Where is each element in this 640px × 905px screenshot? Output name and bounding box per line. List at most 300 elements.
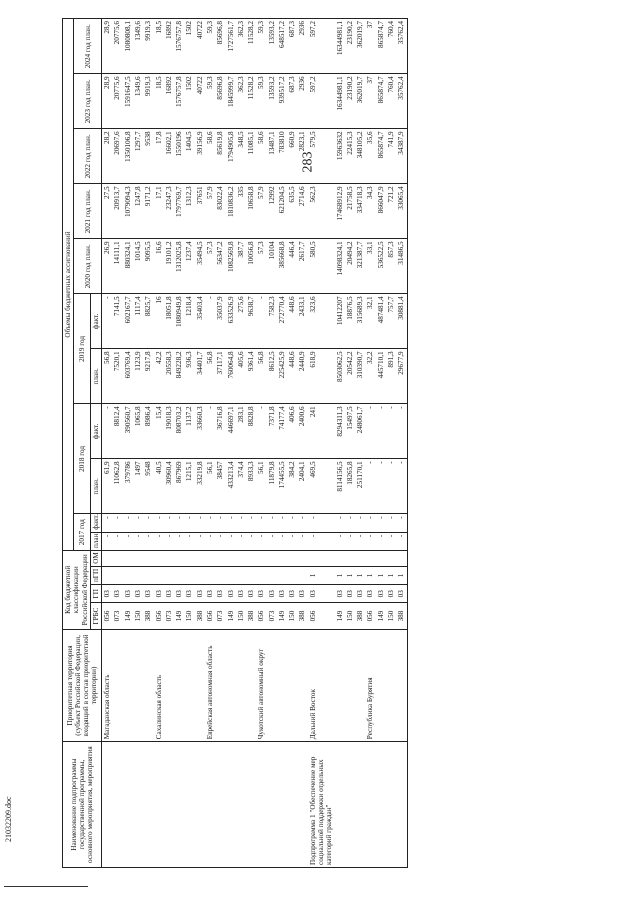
table-row <box>123 19 133 868</box>
cell-y20: 56347,2 <box>215 239 225 294</box>
cell-f18: 241 <box>308 404 335 459</box>
cell-f18: 7371,8 <box>267 404 277 459</box>
cell-territory <box>335 629 345 742</box>
cell-program <box>335 742 345 868</box>
table-row <box>256 19 266 868</box>
header-volumes: Объемы бюджетных ассигнований <box>63 19 74 551</box>
cell-gp: 03 <box>246 585 256 603</box>
cell-territory <box>215 629 225 742</box>
cell-program <box>376 742 386 868</box>
cell-y22: 22415,3 <box>345 129 355 184</box>
cell-gp: 03 <box>287 585 297 603</box>
cell-p19: 56,8 <box>256 349 266 404</box>
cell-program <box>277 742 287 868</box>
cell-grbs: 388 <box>297 603 307 629</box>
table-row <box>195 19 205 868</box>
cell-pgp <box>256 566 266 584</box>
cell-f19: 1080949,8 <box>174 294 184 349</box>
cell-pgp <box>246 566 256 584</box>
cell-y23: 16344981,1 <box>335 74 345 129</box>
cell-om <box>396 551 407 567</box>
cell-f19: 633526,9 <box>226 294 236 349</box>
cell-pgp <box>215 566 225 584</box>
cell-y21: 721,2 <box>386 184 396 239</box>
cell-om <box>184 551 194 567</box>
cell-p17: - <box>365 532 375 550</box>
cell-f17: - <box>345 514 355 532</box>
cell-om <box>164 551 174 567</box>
cell-program <box>256 742 266 868</box>
table-row <box>143 19 153 868</box>
cell-p17: - <box>174 532 184 550</box>
cell-p18: 38457 <box>215 459 225 514</box>
cell-p17: - <box>376 532 386 550</box>
cell-y22: 865874,7 <box>376 129 386 184</box>
cell-p17: - <box>226 532 236 550</box>
cell-p19: 2440,9 <box>297 349 307 404</box>
cell-p17: - <box>236 532 246 550</box>
cell-y21: 2714,6 <box>297 184 307 239</box>
table-row <box>112 19 122 868</box>
cell-grbs: 149 <box>123 603 133 629</box>
header-2018: 2018 год <box>74 404 91 514</box>
cell-program <box>215 742 225 868</box>
cell-y21: 9171,2 <box>143 184 153 239</box>
cell-y21: 20913,7 <box>112 184 122 239</box>
cell-f18: 2400,6 <box>297 404 307 459</box>
cell-gp: 03 <box>174 585 184 603</box>
header-2018-fact: факт. <box>90 404 101 459</box>
cell-territory <box>376 629 386 742</box>
cell-grbs: 388 <box>355 603 365 629</box>
cell-y23: 85696,8 <box>215 74 225 129</box>
cell-y24: 865874,7 <box>376 19 386 74</box>
cell-f17: - <box>256 514 266 532</box>
cell-p19: 29677,9 <box>396 349 407 404</box>
cell-p17: - <box>267 532 277 550</box>
cell-y20: 57,3 <box>205 239 215 294</box>
cell-f18: 33660,3 <box>195 404 205 459</box>
cell-y20: 10056,8 <box>246 239 256 294</box>
cell-p19: 56,8 <box>205 349 215 404</box>
cell-y20: 2617,7 <box>297 239 307 294</box>
cell-gp: 03 <box>154 585 164 603</box>
cell-y24: 18,5 <box>154 19 164 74</box>
cell-pgp <box>143 566 153 584</box>
cell-f17: - <box>174 514 184 532</box>
cell-y23: 1591647,5 <box>123 74 133 129</box>
cell-grbs: 149 <box>376 603 386 629</box>
cell-f19: 1218,4 <box>184 294 194 349</box>
cell-y21: 10658,8 <box>246 184 256 239</box>
cell-f19: 315689,3 <box>355 294 365 349</box>
cell-y20: 33,1 <box>365 239 375 294</box>
cell-om <box>267 551 277 567</box>
cell-grbs: 056 <box>308 603 335 629</box>
cell-y23: 13593,2 <box>267 74 277 129</box>
cell-p18: - <box>376 459 386 514</box>
cell-gp: 03 <box>143 585 153 603</box>
cell-om <box>195 551 205 567</box>
cell-grbs: 150 <box>287 603 297 629</box>
cell-p17: - <box>256 532 266 550</box>
cell-pgp: 1 <box>308 566 335 584</box>
cell-f19: 18051,8 <box>164 294 174 349</box>
cell-territory <box>297 629 307 742</box>
cell-gp: 03 <box>195 585 205 603</box>
table-row <box>308 19 335 868</box>
cell-f18: 283,1 <box>236 404 246 459</box>
table-row <box>376 19 386 868</box>
cell-gp: 03 <box>376 585 386 603</box>
cell-y23: 35762,4 <box>396 74 407 129</box>
cell-grbs: 056 <box>205 603 215 629</box>
cell-f19: - <box>205 294 215 349</box>
cell-y24: 9919,3 <box>143 19 153 74</box>
cell-f18: 808703,2 <box>174 404 184 459</box>
budget-table <box>62 18 408 868</box>
cell-f18: 406,6 <box>287 404 297 459</box>
cell-f19: 448,6 <box>287 294 297 349</box>
table-row <box>226 19 236 868</box>
cell-f18: 74177,4 <box>277 404 287 459</box>
cell-gp: 03 <box>123 585 133 603</box>
cell-f19: 323,6 <box>308 294 335 349</box>
cell-territory <box>226 629 236 742</box>
cell-p19: 8503062,5 <box>335 349 345 404</box>
cell-p17: - <box>396 532 407 550</box>
cell-pgp <box>267 566 277 584</box>
cell-program <box>246 742 256 868</box>
cell-p18: 374,4 <box>236 459 246 514</box>
cell-p17: - <box>277 532 287 550</box>
cell-territory <box>355 629 365 742</box>
cell-y21: 1810836,2 <box>226 184 236 239</box>
header-2017-plan: план. <box>90 532 101 550</box>
cell-y21: 335 <box>236 184 246 239</box>
cell-grbs: 150 <box>184 603 194 629</box>
cell-y24: 20775,6 <box>112 19 122 74</box>
cell-f18: - <box>376 404 386 459</box>
cell-om <box>335 551 345 567</box>
cell-pgp: 1 <box>386 566 396 584</box>
cell-pgp <box>205 566 215 584</box>
cell-p17: - <box>215 532 225 550</box>
cell-f18: 446697,1 <box>226 404 236 459</box>
cell-p18: 379786 <box>123 459 133 514</box>
cell-grbs: 056 <box>256 603 266 629</box>
table-row <box>267 19 277 868</box>
cell-y20: 9095,5 <box>143 239 153 294</box>
cell-y21: 562,3 <box>308 184 335 239</box>
cell-p18: 61,9 <box>102 459 113 514</box>
cell-p19: 310390,7 <box>355 349 365 404</box>
header-2023: 2023 год план. <box>74 74 102 129</box>
cell-p19: 9361,4 <box>246 349 256 404</box>
cell-f18: - <box>205 404 215 459</box>
cell-territory <box>287 629 297 742</box>
cell-y23: 11528,2 <box>246 74 256 129</box>
cell-y20: 16,6 <box>154 239 164 294</box>
cell-territory <box>195 629 205 742</box>
cell-gp: 03 <box>308 585 335 603</box>
cell-p19: 618,9 <box>308 349 335 404</box>
cell-y24: 1502 <box>184 19 194 74</box>
cell-y22: 660,9 <box>287 129 297 184</box>
cell-pgp <box>174 566 184 584</box>
cell-y21: 12992 <box>267 184 277 239</box>
cell-gp: 03 <box>184 585 194 603</box>
cell-y22: 1350106,8 <box>123 129 133 184</box>
cell-pgp <box>184 566 194 584</box>
cell-y24: 687,3 <box>287 19 297 74</box>
cell-program <box>297 742 307 868</box>
cell-f17: - <box>236 514 246 532</box>
cell-y23: 59,3 <box>256 74 266 129</box>
cell-f19: 1117,4 <box>133 294 143 349</box>
cell-f19: 8825,7 <box>143 294 153 349</box>
cell-territory <box>174 629 184 742</box>
cell-program <box>345 742 355 868</box>
cell-om <box>365 551 375 567</box>
cell-y24: 59,3 <box>256 19 266 74</box>
cell-y23: 28,9 <box>102 74 113 129</box>
footer-rule <box>4 886 88 887</box>
table-row <box>335 19 345 868</box>
cell-p17: - <box>123 532 133 550</box>
cell-pgp: 1 <box>396 566 407 584</box>
cell-y20: 385668,8 <box>277 239 287 294</box>
table-row <box>164 19 174 868</box>
cell-y20: 10104 <box>267 239 277 294</box>
table-body <box>102 19 407 868</box>
cell-pgp: 1 <box>365 566 375 584</box>
cell-grbs: 073 <box>215 603 225 629</box>
cell-f17: - <box>143 514 153 532</box>
cell-om <box>386 551 396 567</box>
cell-pgp: 1 <box>376 566 386 584</box>
cell-f17: - <box>365 514 375 532</box>
cell-grbs: 149 <box>335 603 345 629</box>
cell-f19: 7141,5 <box>112 294 122 349</box>
cell-y20: 580,5 <box>308 239 335 294</box>
cell-p17: - <box>386 532 396 550</box>
cell-y21: 1247,8 <box>133 184 143 239</box>
cell-gp: 03 <box>396 585 407 603</box>
cell-y21: 27,5 <box>102 184 113 239</box>
cell-y22: 1404,5 <box>184 129 194 184</box>
cell-y21: 1312,3 <box>184 184 194 239</box>
cell-y22: 58,6 <box>256 129 266 184</box>
cell-y22: 348105,2 <box>355 129 365 184</box>
cell-y22: 1794905,8 <box>226 129 236 184</box>
cell-y24: 11528,2 <box>246 19 256 74</box>
cell-om <box>112 551 122 567</box>
cell-f18: 15,4 <box>154 404 164 459</box>
cell-y22: 13487,1 <box>267 129 277 184</box>
header-budget-code: Код бюджетной классификации Российской Федерации <box>63 551 91 630</box>
cell-grbs: 388 <box>143 603 153 629</box>
header-om: ОМ <box>90 551 101 567</box>
cell-om <box>287 551 297 567</box>
cell-gp: 03 <box>164 585 174 603</box>
cell-p19: 34401,7 <box>195 349 205 404</box>
cell-f19: 275,6 <box>236 294 246 349</box>
cell-p17: - <box>308 532 335 550</box>
cell-y24: 1080808,1 <box>123 19 133 74</box>
table-header <box>63 19 102 868</box>
cell-f17: - <box>102 514 113 532</box>
table-row <box>297 19 307 868</box>
cell-f18: - <box>386 404 396 459</box>
table-row <box>102 19 113 868</box>
cell-y24: 1576757,8 <box>174 19 184 74</box>
header-2017: 2017 год <box>74 514 91 551</box>
cell-grbs: 056 <box>154 603 164 629</box>
cell-program: Подпрограмма 1 "Обеспечение мер социальной поддержки отдельных категорий граждан" <box>308 742 335 868</box>
cell-y21: 17,1 <box>154 184 164 239</box>
cell-p18: 469,5 <box>308 459 335 514</box>
cell-p17: - <box>287 532 297 550</box>
table-row <box>174 19 184 868</box>
cell-grbs: 073 <box>267 603 277 629</box>
cell-y20: 35494,5 <box>195 239 205 294</box>
cell-f18: 36716,8 <box>215 404 225 459</box>
cell-p18: 56,1 <box>205 459 215 514</box>
cell-program <box>396 742 407 868</box>
cell-y22: 1550196 <box>174 129 184 184</box>
cell-p19: 42,2 <box>154 349 164 404</box>
cell-y23: 18,5 <box>154 74 164 129</box>
cell-y21: 1797769,7 <box>174 184 184 239</box>
cell-program <box>355 742 365 868</box>
cell-grbs: 150 <box>133 603 143 629</box>
cell-program <box>195 742 205 868</box>
cell-y21: 83022,4 <box>215 184 225 239</box>
cell-gp: 03 <box>112 585 122 603</box>
cell-territory <box>164 629 174 742</box>
cell-f19: - <box>256 294 266 349</box>
cell-p19: 20542,2 <box>345 349 355 404</box>
cell-p17: - <box>195 532 205 550</box>
cell-pgp <box>226 566 236 584</box>
cell-gp: 03 <box>335 585 345 603</box>
cell-pgp <box>133 566 143 584</box>
cell-gp: 03 <box>345 585 355 603</box>
cell-p17: - <box>345 532 355 550</box>
cell-grbs: 073 <box>112 603 122 629</box>
cell-om <box>345 551 355 567</box>
cell-pgp: 1 <box>345 566 355 584</box>
cell-p18: 8933,3 <box>246 459 256 514</box>
cell-y22: 17,8 <box>154 129 164 184</box>
cell-p18: 30960,4 <box>164 459 174 514</box>
cell-p17: - <box>246 532 256 550</box>
cell-f17: - <box>287 514 297 532</box>
cell-y24: 35762,4 <box>396 19 407 74</box>
cell-y24: 85696,8 <box>215 19 225 74</box>
cell-y21: 1079094,3 <box>123 184 133 239</box>
cell-y24: 16892 <box>164 19 174 74</box>
table-row <box>246 19 256 868</box>
cell-f17: - <box>215 514 225 532</box>
cell-territory <box>396 629 407 742</box>
cell-om <box>133 551 143 567</box>
cell-p18: 867969 <box>174 459 184 514</box>
cell-y22: 34387,9 <box>396 129 407 184</box>
cell-y22: 579,5 <box>308 129 335 184</box>
cell-y22: 58,6 <box>205 129 215 184</box>
cell-y24: 760,4 <box>386 19 396 74</box>
cell-y23: 1845999,7 <box>226 74 236 129</box>
cell-p17: - <box>297 532 307 550</box>
cell-y20: 20494,2 <box>345 239 355 294</box>
cell-y20: 1014,5 <box>133 239 143 294</box>
header-2019-plan: план. <box>90 349 101 404</box>
cell-p19: 603769,4 <box>123 349 133 404</box>
cell-p18: 251170,1 <box>355 459 365 514</box>
cell-program <box>164 742 174 868</box>
cell-program <box>205 742 215 868</box>
cell-program <box>154 742 164 868</box>
cell-y23: 865874,7 <box>376 74 386 129</box>
cell-program <box>365 742 375 868</box>
cell-f19: 16 <box>154 294 164 349</box>
cell-y23: 687,3 <box>287 74 297 129</box>
cell-om <box>376 551 386 567</box>
cell-program <box>386 742 396 868</box>
cell-f19: 35403,4 <box>195 294 205 349</box>
cell-p18: 40,5 <box>154 459 164 514</box>
table-row <box>355 19 365 868</box>
cell-pgp: 1 <box>335 566 345 584</box>
cell-gp: 03 <box>386 585 396 603</box>
cell-y23: 1576757,8 <box>174 74 184 129</box>
cell-y21: 23247,3 <box>164 184 174 239</box>
cell-f17: - <box>355 514 365 532</box>
cell-territory <box>246 629 256 742</box>
cell-territory <box>112 629 122 742</box>
cell-y23: 597,2 <box>308 74 335 129</box>
cell-grbs: 150 <box>236 603 246 629</box>
cell-y22: 85619,8 <box>215 129 225 184</box>
cell-f19: 487481,4 <box>376 294 386 349</box>
cell-y20: 14111,1 <box>112 239 122 294</box>
cell-p18: - <box>365 459 375 514</box>
cell-f17: - <box>297 514 307 532</box>
cell-y22: 783810 <box>277 129 287 184</box>
cell-p17: - <box>133 532 143 550</box>
table-row <box>184 19 194 868</box>
cell-om <box>308 551 335 567</box>
header-gp: ГП <box>90 585 101 603</box>
cell-f19: 35037,9 <box>215 294 225 349</box>
cell-y24: 28,9 <box>102 19 113 74</box>
cell-p19: 7520,1 <box>112 349 122 404</box>
cell-grbs: 150 <box>345 603 355 629</box>
cell-f17: - <box>396 514 407 532</box>
cell-f17: - <box>277 514 287 532</box>
cell-grbs: 149 <box>277 603 287 629</box>
cell-f18: 8828,8 <box>246 404 256 459</box>
cell-pgp <box>123 566 133 584</box>
table-row <box>154 19 164 868</box>
table-row <box>287 19 297 868</box>
cell-territory: Республика Бурятия <box>365 629 375 742</box>
header-2018-plan: план. <box>90 459 101 514</box>
cell-om <box>297 551 307 567</box>
cell-y23: 362,3 <box>236 74 246 129</box>
